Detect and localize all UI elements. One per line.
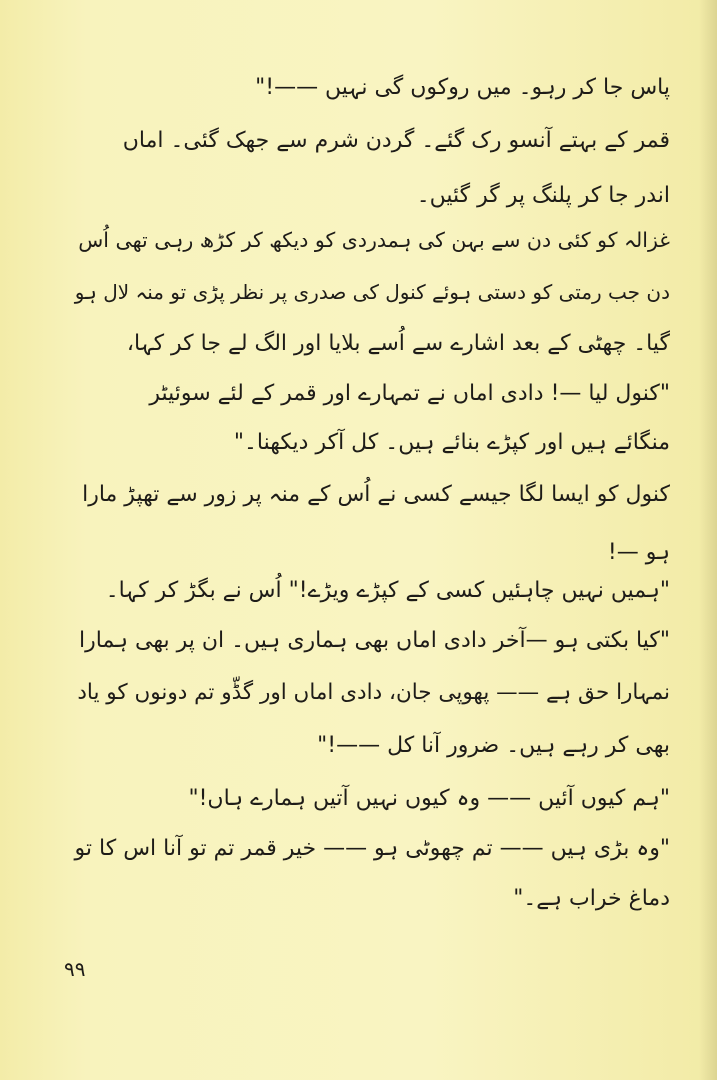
text-line: گیا۔ چھٹی کے بعد اشارے سے اُسے بلایا اور الگ لے جا کر کہا، xyxy=(126,331,670,356)
text-line: ہو —! xyxy=(607,540,670,565)
text-line: دن جب رمتی کو دستی ہوئے کنول کی صدری پر نظر پڑی تو منہ لال ہو xyxy=(74,280,670,304)
page-gutter-shadow xyxy=(699,0,717,1080)
text-line: "وہ بڑی ہیں —— تم چھوٹی ہو —— خیر قمر تم تو آنا اس کا تو xyxy=(74,836,670,861)
text-line: کنول کو ایسا لگا جیسے کسی نے اُس کے منہ پر زور سے تھپڑ مارا xyxy=(82,482,670,507)
text-line: نمہارا حق ہے —— پھوپی جان، دادی اماں اور گڈّو تم دونوں کو یاد xyxy=(77,680,670,705)
page-number: ۹۹ xyxy=(64,957,86,981)
text-line: غزالہ کو کئی دن سے بہن کی ہمدردی کو دیکھ کر کڑھ رہی تھی اُس xyxy=(78,228,670,252)
text-line: "ہم کیوں آئیں —— وہ کیوں نہیں آتیں ہمارے ہاں!" xyxy=(188,786,670,811)
text-line: قمر کے بہتے آنسو رک گئے۔ گردن شرم سے جھک گئی۔ اماں xyxy=(122,128,670,153)
text-line: "ہمیں نہیں چاہئیں کسی کے کپڑے ویڑے!" اُس نے بگڑ کر کہا۔ xyxy=(105,578,670,603)
text-line: اندر جا کر پلنگ پر گر گئیں۔ xyxy=(416,183,670,208)
text-line: پاس جا کر رہو۔ میں روکوں گی نہیں ——!" xyxy=(255,75,670,100)
text-line: "کنول لیا —! دادی اماں نے تمہارے اور قمر کے لئے سوئیٹر xyxy=(149,381,670,406)
text-line: بھی کر رہے ہیں۔ ضرور آنا کل ——!" xyxy=(317,733,670,758)
text-line: "کیا بکتی ہو —آخر دادی اماں بھی ہماری ہیں۔ ان پر بھی ہمارا xyxy=(79,628,670,653)
text-line: منگائے ہیں اور کپڑے بنائے ہیں۔ کل آکر دیکھنا۔" xyxy=(233,430,670,455)
text-line: دماغ خراب ہے۔" xyxy=(513,886,670,911)
